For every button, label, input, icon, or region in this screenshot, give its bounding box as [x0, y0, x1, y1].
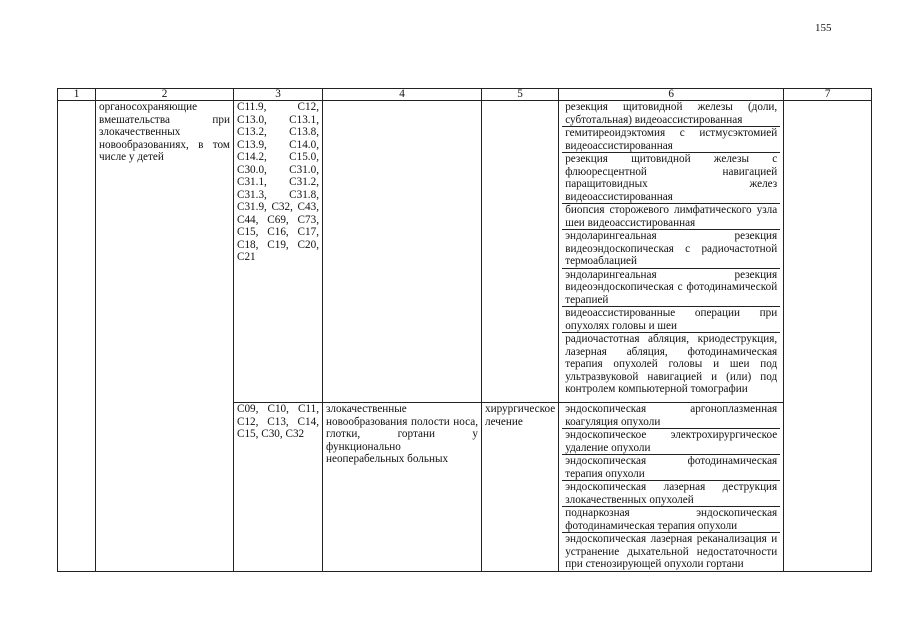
intervention-type-text: органосохраняющие вмешательства при злокачественных новообразованиях, в том числе у детей	[99, 101, 230, 163]
procedure-item: эндоскопическая лазерная реканализация и устранение дыхательной недостаточности при стенозирующей опухоли гортани	[565, 533, 778, 570]
header-col-6: 6	[559, 89, 784, 101]
diagnosis-cell	[323, 403, 482, 572]
procedure-item: радиочастотная абляция, криодеструкция, лазерная абляция, фотодинамическая терапия опухолей головы и шеи под ультразвуковой навигацией и (или) под контролем компьютерной томографии	[565, 333, 778, 395]
table-row	[58, 101, 872, 403]
header-col-5: 5	[482, 89, 559, 101]
procedure-item: видеоассистированные операции при опухолях головы и шеи	[562, 307, 780, 333]
diagnosis-text: злокачественные новообразования полости носа, глотки, гортани у функционально неоперабельных больных	[326, 403, 478, 465]
procedure-item: гемитиреоидэктомия с истмусэктомией видеоассистированная	[562, 127, 780, 153]
procedure-item: поднаркозная эндоскопическая фотодинамическая терапия опухоли	[562, 507, 780, 533]
procedure-item: эндоскопическая фотодинамическая терапия опухоли	[562, 455, 780, 481]
col1-cell	[58, 101, 96, 572]
treatment-cell	[482, 101, 559, 403]
procedure-item: эндоскопическое электрохирургическое удаление опухоли	[562, 429, 780, 455]
header-col-3: 3	[234, 89, 323, 101]
icd-codes-text: C09, C10, C11, C12, C13, C14, C15, C30, C32	[237, 403, 319, 440]
procedure-item: эндоларингеальная резекция видеоэндоскопическая с фотодинамической терапией	[562, 269, 780, 308]
icd-codes-text: C11.9, C12, C13.0, C13.1, C13.2, C13.8, C13.9, C14.0, C14.2, C15.0, C30.0, C31.0, C31.1, C31.2, C31.3, C31.8, C31.9, C32, C43, C44, C69, C73, C15, C16, C17, C18, C19, C20, C21	[237, 101, 319, 263]
treatment-text: хирургическое лечение	[485, 403, 556, 428]
header-col-7: 7	[784, 89, 872, 101]
procedure-item: эндоларингеальная резекция видеоэндоскопическая с радиочастотной термоаблацией	[562, 230, 780, 269]
diagnosis-cell	[323, 101, 482, 403]
medical-procedures-table	[57, 88, 872, 572]
icd-codes-cell	[234, 403, 323, 572]
treatment-cell	[482, 403, 559, 572]
header-col-2: 2	[96, 89, 234, 101]
col7-cell	[784, 101, 872, 572]
procedures-cell	[559, 101, 784, 403]
page-number: 155	[815, 22, 832, 34]
header-col-4: 4	[323, 89, 482, 101]
procedures-cell	[559, 403, 784, 572]
icd-codes-cell	[234, 101, 323, 403]
procedure-item: резекция щитовидной железы с флюоресцентной навигацией паращитовидных желез видеоассистированная	[562, 153, 780, 204]
procedure-item: биопсия сторожевого лимфатического узла шеи видеоассистированная	[562, 204, 780, 230]
intervention-type-cell	[96, 101, 234, 572]
header-col-1: 1	[58, 89, 96, 101]
procedure-item: эндоскопическая лазерная деструкция злокачественных опухолей	[562, 481, 780, 507]
header-row	[58, 89, 872, 101]
procedure-item: резекция щитовидной железы (доли, субтотальная) видеоассистированная	[562, 101, 780, 127]
procedure-item: эндоскопическая аргоноплазменная коагуляция опухоли	[562, 403, 780, 429]
